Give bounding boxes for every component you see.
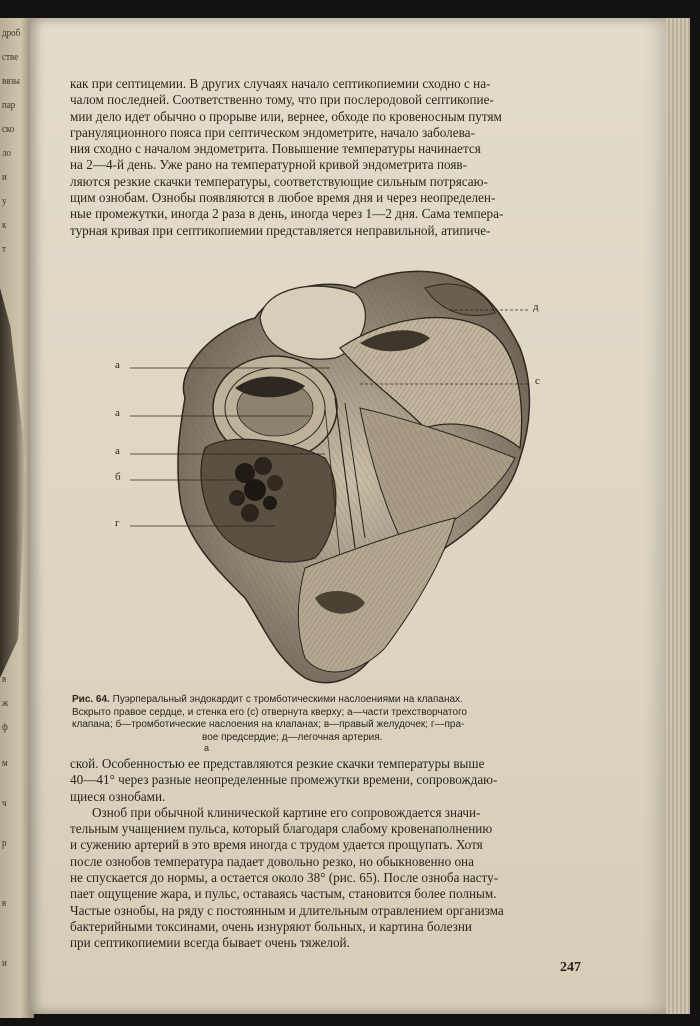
left-page-edge — [0, 18, 34, 1018]
caption-stray-mark: а — [204, 743, 210, 754]
left-page-fragment: ч — [2, 798, 7, 809]
top-paragraph — [70, 76, 600, 239]
text-line: Озноб при обычной клинической картине его сопровождается значи- — [92, 804, 481, 820]
text-line: щиеся ознобами. — [70, 788, 166, 804]
text-line: ской. Особенностью ее представляются резкие скачки температуры выше — [70, 756, 485, 771]
caption-line: вое предсердие; д—легочная артерия. — [202, 731, 383, 743]
text-line: 40—41° через разные неопределенные промежутки времени, сопровождаю- — [70, 772, 498, 788]
figure-caption — [72, 694, 600, 752]
left-page-fragment: стве — [2, 52, 19, 63]
text-line: и сужению артерий в это время иногда с трудом удается прощупать. Хотя — [70, 837, 483, 853]
text-line: щим ознобам. Ознобы появляются в любое время дня и через неопределен- — [70, 190, 496, 206]
text-line: бактерийными токсинами, очень изнуряют больных, и картина болезни — [70, 918, 472, 934]
figure-label-a: а — [115, 359, 120, 371]
left-page-fragment: дроб — [2, 28, 21, 39]
caption-line: клапана; б—тромботические наслоения на клапанах; в—правый желудочек; г—пра- — [72, 719, 465, 731]
page-number: 247 — [560, 960, 581, 975]
text-line: ные промежутки, иногда 2 раза в день, иногда через 1—2 дня. Сама темпера- — [70, 206, 504, 222]
left-page-fragment: в — [2, 898, 7, 909]
figure-label-a: а — [115, 407, 120, 419]
text-line: ния сходно с началом эндометрита. Повышение температуры начинается — [70, 141, 481, 157]
left-page-fragment: ф — [2, 722, 8, 733]
text-line: на 2—4-й день. Уже рано на температурной кривой эндометрита появ- — [70, 157, 468, 173]
text-line: как при септицемии. В других случаях начало септикопиемии сходно с на- — [70, 76, 491, 91]
text-line: Частые ознобы, на ряду с постоянным и длительным отравлением организма — [70, 902, 504, 918]
caption-line-1 — [72, 694, 600, 707]
figure-label-g: г — [115, 517, 120, 529]
figure-label-b: б — [115, 471, 121, 483]
caption-number: Рис. 64. — [72, 694, 110, 705]
text-line: мии дело идет обычно о прорыве или, вернее, обходе по кровеносным путям — [70, 108, 502, 124]
text-line: тельным учащением пульса, который благодаря слабому кровенаполнению — [70, 821, 493, 837]
left-page-illustration-fragment — [0, 288, 26, 678]
text-line: турная кривая при септикопиемии представляется неправильной, атипиче- — [70, 222, 491, 238]
left-page-fragment: вязы — [2, 76, 20, 87]
left-page-fragment: у — [2, 196, 7, 207]
left-page-fragment: ло — [2, 148, 11, 159]
caption-line: Вскрыто правое сердце, и стенка его (с) отвернута кверху; а—части трехстворчатого — [72, 706, 467, 718]
left-page-fragment: т — [2, 244, 6, 255]
figure-label-c: с — [535, 375, 540, 387]
figure-label-d: д — [533, 301, 539, 313]
left-page-fragment: ж — [2, 698, 9, 709]
text-line: после ознобов температура падает довольно резко, но обыкновенно она — [70, 853, 474, 869]
left-page-fragment: пар — [2, 100, 16, 111]
text-line: чалом последней. Соответственно тому, что при послеродовой септикопие- — [70, 92, 494, 108]
left-page-fragment: м — [2, 758, 8, 769]
bottom-paragraph — [70, 756, 600, 952]
heart-illustration — [115, 258, 565, 688]
figure-label-a: а — [115, 445, 120, 457]
text-line: при септикопиемии всегда бывает очень тяжелой. — [70, 935, 350, 951]
caption-text: Пуэрперальный эндокардит с тромботическими наслоениями на клапанах. — [112, 694, 463, 705]
left-page-fragment: в — [2, 674, 7, 685]
left-page-fragment: и — [2, 172, 7, 183]
text-line: грануляционного пояса при септическом эндометрите, начало заболева- — [70, 124, 475, 140]
book-page — [30, 18, 666, 1014]
text-line: не спускается до нормы, а остается около 38° (рис. 65). После озноба насту- — [70, 870, 499, 886]
left-page-fragment: ско — [2, 124, 15, 135]
text-line: ляются резкие скачки температуры, соответствующие сильным потрясаю- — [70, 173, 488, 189]
left-page-fragment: к — [2, 220, 7, 231]
heart-drawing — [125, 258, 565, 688]
text-line: пает ощущение жара, и пульс, оставаясь частым, становится более полным. — [70, 886, 497, 902]
left-page-fragment: р — [2, 838, 7, 849]
left-page-fragment: и — [2, 958, 7, 969]
